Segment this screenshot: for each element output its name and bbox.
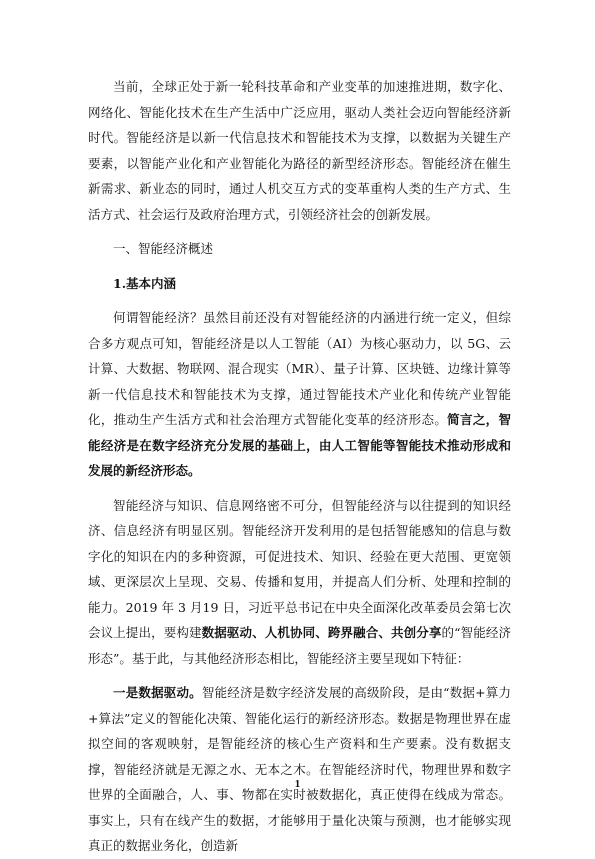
paragraph-definition-text: 何谓智能经济？虽然目前还没有对智能经济的内涵进行统一定义，但综合多方观点可知，智能经济是以人工智能（AI）为核心驱动力，以 5G、云计算、大数据、物联网、混合现实（MR）、量子计算、区块链、边缘计算等新一代信息技术和智能技术为支撑，通过智能技术产业化和传统产业智能化，推动生产生活方式和社会治理方式智能化变革的经济形态。 — [88, 310, 511, 427]
paragraph-data-driven-text: 智能经济是数字经济发展的高级阶段，是由“数据+算力+算法”定义的智能化决策、智能化运行的新经济形态。数据是物理世界在虚拟空间的客观映射，是智能经济的核心生产资料和生产要素。没有数据支撑，智能经济就是无源之水、无本之木。在智能经济时代，物理世界和数字世界的全面融合，人、事、物都在实时被数据化，真正使得在线成为常态。事实上，只有在线产生的数据，才能够用于量化决策与预测，也才能够实现真正的数据业务化，创造新 — [88, 685, 511, 853]
paragraph-data-driven-lead: 一是数据驱动。 — [113, 685, 202, 700]
paragraph-distinction-text-after: 的“智能经济形态”。基于此，与其他经济形态相比，智能经济主要呈现如下特征： — [88, 625, 511, 666]
intro-paragraph: 当前，全球正处于新一轮科技革命和产业变革的加速推进期，数字化、网络化、智能化技术在生产生活中广泛应用，驱动人类社会迈向智能经济新时代。智能经济是以新一代信息技术和智能技术为支撑，以数据为关键生产要素，以智能产业化和产业智能化为路径的新型经济形态。智能经济在催生新需求、新业态的同时，通过人机交互方式的变革重构人类的生产方式、生活方式、社会运行及政府治理方式，引领经济社会的创新发展。 — [88, 79, 511, 222]
paragraph-definition-summary: 简言之，智能经济是在数字经济充分发展的基础上，由人工智能等智能技术推动形成和发展的新经济形态。 — [88, 412, 511, 478]
paragraph-data-driven — [88, 680, 511, 859]
section-heading: 一、智能经济概述 — [113, 241, 214, 256]
paragraph-distinction — [88, 493, 511, 672]
subheading: 1.基本内涵 — [113, 275, 177, 291]
paragraph-definition — [88, 305, 511, 484]
page-number: 1 — [294, 778, 301, 790]
paragraph-distinction-emphasis: 数据驱动、人机协同、跨界融合、共创分享 — [201, 625, 442, 640]
document-body — [88, 74, 511, 859]
paragraph-distinction-text: 智能经济与知识、信息网络密不可分，但智能经济与以往提到的知识经济、信息经济有明显区别。智能经济开发利用的是包括智能感知的信息与数字化的知识在内的多种资源，可促进技术、知识、经验在更大范围、更宽领域、更深层次上呈现、交易、传播和复用，并提高人们分析、处理和控制的能力。2019 年 3 月19 日，习近平总书记在中央全面深化改革委员会第七次会议上提出，要构建 — [88, 497, 511, 640]
